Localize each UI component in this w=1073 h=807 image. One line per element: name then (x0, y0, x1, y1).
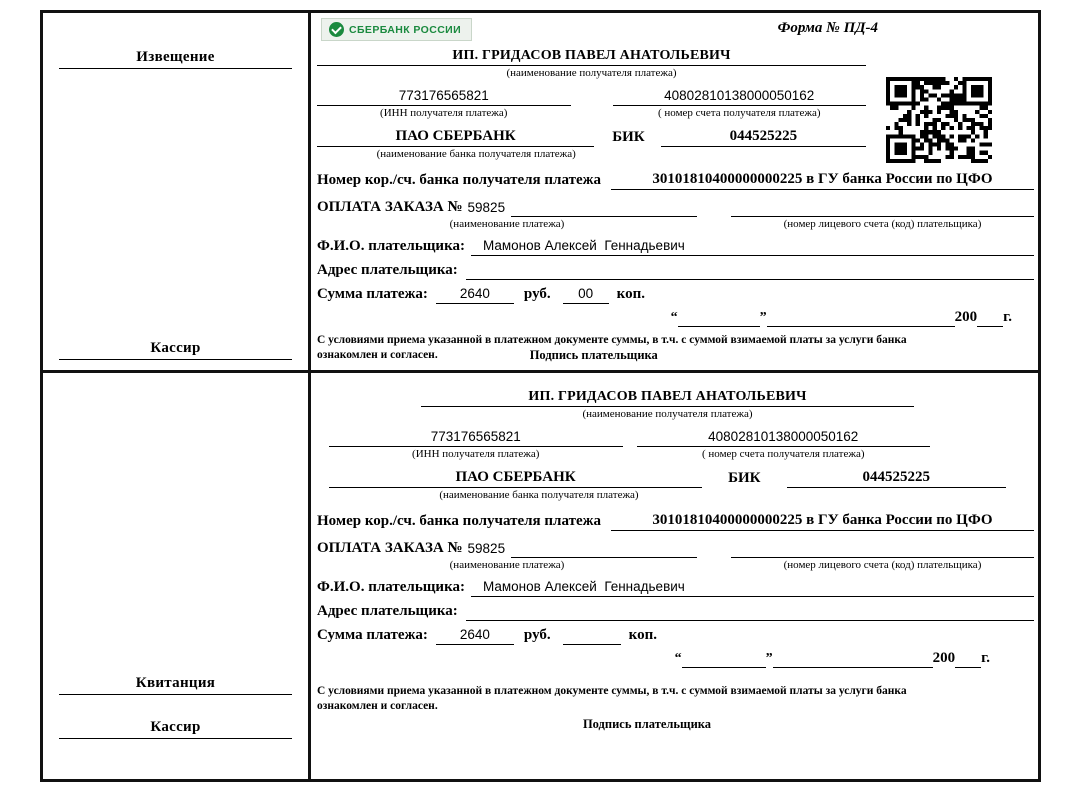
personal-account-line (731, 540, 1034, 558)
payment-name-line (511, 199, 697, 217)
payment-caption: (наименование платежа) (449, 559, 565, 571)
payer-name-row (317, 236, 1034, 256)
receipt-section (43, 373, 1038, 779)
amount-rub-value: 2640 (459, 286, 490, 301)
receipt-side-column (43, 373, 311, 779)
signature-label: Подпись плательщика (582, 717, 712, 731)
payer-name-value: Мамонов Алексей Геннадьевич (482, 238, 685, 253)
rub-label: руб. (523, 627, 551, 643)
payment-captions (317, 558, 1034, 572)
date-month-line (773, 651, 933, 668)
bik-label: БИК (728, 470, 761, 486)
account-value: 40802810138000050162 (664, 88, 815, 103)
payer-address-row (317, 260, 1034, 280)
recipient-block (421, 389, 914, 421)
amount-row (317, 284, 1034, 304)
amount-label: Сумма платежа: (317, 286, 428, 302)
year-line (955, 651, 981, 668)
notice-section (43, 13, 1038, 373)
personal-account-group (731, 540, 1034, 558)
bank-row (317, 127, 866, 147)
receipt-form-body (311, 373, 1038, 779)
corr-account-label: Номер кор./сч. банка получателя платежа (317, 513, 601, 529)
inn-caption: (ИНН получателя платежа) (412, 448, 540, 460)
amount-kop-value: 00 (578, 286, 594, 301)
payment-name-row (317, 538, 1034, 558)
payer-name-field (471, 237, 1034, 256)
year-suffix: г. (1003, 309, 1012, 325)
terms-text-line2: ознакомлен и согласен. (317, 349, 438, 361)
payer-address-line (466, 262, 1034, 280)
personal-account-caption: (номер лицевого счета (код) плательщика) (783, 218, 982, 230)
payer-name-field (471, 578, 1034, 597)
personal-account-line (731, 199, 1034, 217)
bank-name-field (317, 127, 594, 147)
amount-rub-value: 2640 (459, 627, 490, 642)
account-value: 40802810138000050162 (708, 429, 859, 444)
recipient-caption: (наименование получателя платежа) (506, 67, 677, 79)
terms-line2-row (317, 348, 969, 363)
amount-kop-field (563, 285, 609, 304)
payer-name-label: Ф.И.О. плательщика: (317, 238, 465, 254)
year-line (977, 310, 1003, 327)
divider-line (59, 738, 292, 739)
rub-label: руб. (523, 286, 551, 302)
payer-name-row (317, 577, 1034, 597)
bank-name: ПАО СБЕРБАНК (395, 128, 516, 144)
bank-name: ПАО СБЕРБАНК (455, 469, 576, 485)
corr-account-row (317, 511, 1034, 531)
account-caption: ( номер счета получателя платежа) (702, 448, 865, 460)
payment-name-label: ОПЛАТА ЗАКАЗА № (317, 199, 463, 215)
quote-close: ” (759, 310, 767, 325)
year-prefix: 200 (932, 650, 956, 666)
payer-name-value: Мамонов Алексей Геннадьевич (482, 579, 685, 594)
payer-address-label: Адрес плательщика: (317, 262, 458, 278)
corr-account-label: Номер кор./сч. банка получателя платежа (317, 172, 601, 188)
section-title-notice: Извещение (136, 49, 215, 65)
cashier-label: Кассир (150, 719, 201, 735)
notice-form-body (311, 13, 1038, 370)
inn-field (329, 428, 623, 447)
bik-value: 044525225 (862, 469, 931, 485)
inn-account-captions (329, 447, 930, 461)
terms-text-line1: С условиями приема указанной в платежном документе суммы, в т.ч. с суммой взимаемой платы за услуги банка (317, 334, 907, 346)
quote-open: “ (670, 310, 678, 325)
inn-account-row (329, 428, 930, 447)
notice-side-column (43, 13, 311, 370)
order-number: 59825 (467, 541, 506, 556)
amount-rub-field (436, 626, 514, 645)
quote-open: “ (674, 651, 682, 666)
corr-account-field (611, 511, 1034, 531)
recipient-block (317, 48, 866, 161)
bik-label: БИК (612, 129, 645, 145)
payment-captions (317, 217, 1034, 231)
qr-code (886, 77, 992, 163)
year-prefix: 200 (954, 309, 978, 325)
cashier-block (43, 719, 308, 739)
account-caption: ( номер счета получателя платежа) (658, 107, 821, 119)
cashier-label: Кассир (150, 340, 201, 356)
corr-account-row (317, 170, 1034, 190)
amount-rub-field (436, 285, 514, 304)
inn-account-block (329, 428, 930, 461)
personal-account-group (731, 199, 1034, 217)
bank-caption: (наименование банка получателя платежа) (376, 148, 576, 160)
sberbank-logo-icon (329, 22, 344, 37)
bank-row (329, 468, 1006, 488)
bik-field (787, 468, 1006, 488)
date-line (317, 307, 1012, 327)
notice-title-block (43, 49, 308, 69)
signature-label: Подпись плательщика (529, 348, 658, 362)
payment-form-pd4 (40, 10, 1041, 782)
form-number: Форма № ПД-4 (777, 20, 878, 36)
account-field (613, 87, 867, 106)
recipient-name: ИП. ГРИДАСОВ ПАВЕЛ АНАТОЛЬЕВИЧ (317, 48, 866, 66)
corr-account-value: 30101810400000000225 в ГУ банка России по ЦФО (652, 512, 993, 528)
amount-row (317, 625, 1034, 645)
inn-field (317, 87, 571, 106)
terms-block (317, 333, 969, 363)
sberbank-logo-text: СБЕРБАНК РОССИИ (349, 23, 462, 36)
inn-account-captions (317, 106, 866, 120)
divider-line (59, 694, 292, 695)
terms-text-line1: С условиями приема указанной в платежном документе суммы, в т.ч. с суммой взимаемой платы за услуги банка (317, 685, 907, 697)
inn-value: 773176565821 (398, 88, 489, 103)
receipt-title-block (43, 675, 308, 695)
inn-account-row (317, 87, 866, 106)
kop-label: коп. (628, 627, 657, 643)
amount-label: Сумма платежа: (317, 627, 428, 643)
payment-name-line (511, 540, 697, 558)
date-day-line (678, 310, 760, 327)
payer-address-row (317, 601, 1034, 621)
bik-value: 044525225 (729, 128, 798, 144)
corr-account-value: 30101810400000000225 в ГУ банка России по ЦФО (652, 171, 993, 187)
payer-address-label: Адрес плательщика: (317, 603, 458, 619)
payment-caption: (наименование платежа) (449, 218, 565, 230)
date-day-line (682, 651, 766, 668)
personal-account-caption: (номер лицевого счета (код) плательщика) (783, 559, 982, 571)
inn-caption: (ИНН получателя платежа) (380, 107, 508, 119)
sberbank-logo (321, 18, 472, 41)
corr-account-field (611, 170, 1034, 190)
payer-name-label: Ф.И.О. плательщика: (317, 579, 465, 595)
section-title-receipt: Квитанция (135, 675, 216, 691)
bank-name-field (329, 468, 702, 488)
kop-label: коп. (616, 286, 645, 302)
inn-value: 773176565821 (430, 429, 521, 444)
date-line (317, 648, 990, 668)
date-month-line (767, 310, 955, 327)
payment-name-row (317, 197, 1034, 217)
divider-line (59, 359, 292, 360)
payment-name-label: ОПЛАТА ЗАКАЗА № (317, 540, 463, 556)
cashier-block (43, 340, 308, 360)
year-suffix: г. (981, 650, 990, 666)
bank-caption: (наименование банка получателя платежа) (439, 489, 639, 501)
amount-kop-field (563, 644, 621, 645)
recipient-caption: (наименование получателя платежа) (582, 408, 753, 420)
terms-text-line2: ознакомлен и согласен. (317, 700, 438, 712)
bik-field (661, 127, 866, 147)
form-header-row (317, 18, 1034, 48)
divider-line (59, 68, 292, 69)
payer-address-line (466, 603, 1034, 621)
terms-block (317, 684, 969, 714)
recipient-name: ИП. ГРИДАСОВ ПАВЕЛ АНАТОЛЬЕВИЧ (421, 389, 914, 407)
account-field (637, 428, 931, 447)
payment-name-group (317, 538, 697, 558)
order-number: 59825 (467, 200, 506, 215)
payment-name-group (317, 197, 697, 217)
quote-close: ” (765, 651, 773, 666)
